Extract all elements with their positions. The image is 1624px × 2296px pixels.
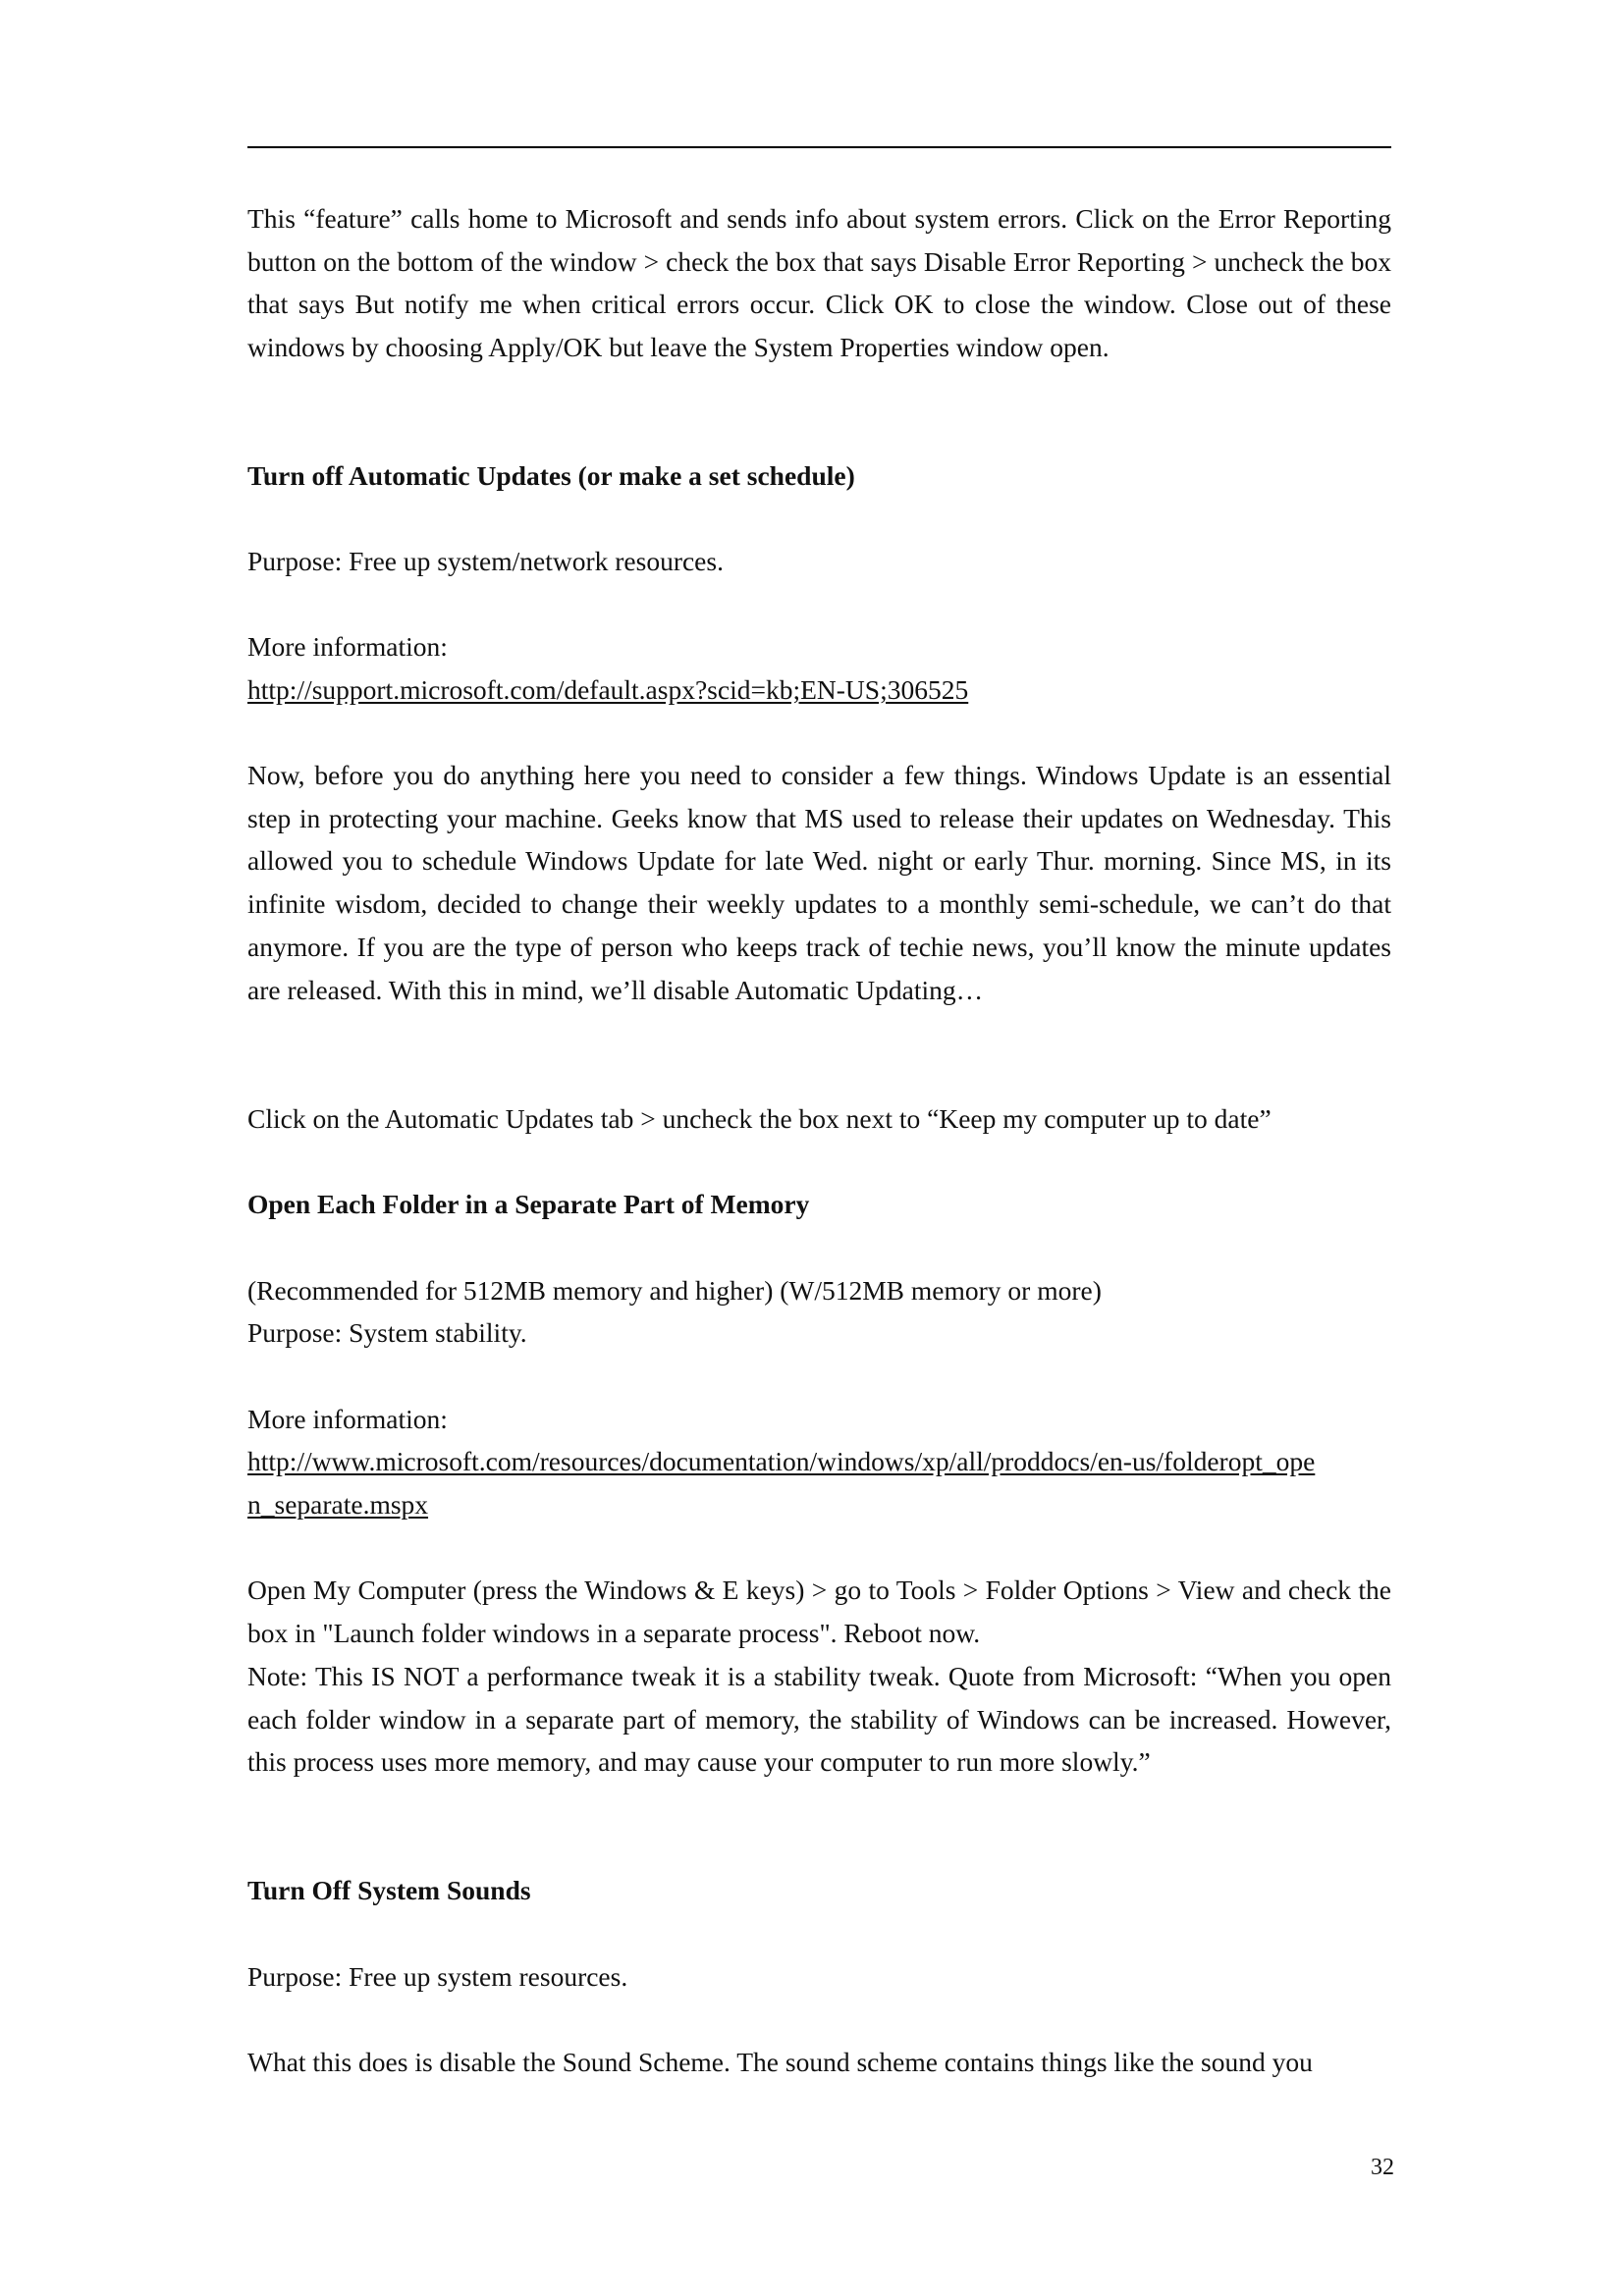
folders-more-info-link-line2[interactable]: n_separate.mspx bbox=[247, 1488, 429, 1520]
updates-more-info-row bbox=[247, 668, 1391, 712]
updates-more-info-link[interactable]: http://support.microsoft.com/default.aspx?scid=kb;EN-US;306525 bbox=[247, 674, 969, 705]
intro-paragraph: This “feature” calls home to Microsoft and sends info about system errors. Click on the Error Reporting button on the bottom of the window > check the box that says Disable Error Reporting > uncheck the box that says But notify me when critical errors occur. Click OK to close the window. Close out of these windows by choosing Apply/OK but leave the System Properties window open. bbox=[247, 203, 1391, 363]
page-number: 32 bbox=[1371, 2155, 1394, 2180]
updates-body-paragraph: Now, before you do anything here you need to consider a few things. Windows Update is an essential step in protecting your machine. Geeks know that MS used to release their updates on Wednesday. This allowed you to schedule Windows Update for late Wed. night or early Thur. morning. Since MS, in its infinite wisdom, decided to change their weekly updates to a monthly semi-schedule, we can’t do that anymore. If you are the type of person who keeps track of techie news, you’ll know the minute updates are released. With this in mind, we’ll disable Automatic Updating… bbox=[247, 760, 1391, 1005]
updates-more-info-label: More information: bbox=[247, 631, 448, 662]
sounds-body-paragraph: What this does is disable the Sound Scheme. The sound scheme contains things like the sound you bbox=[247, 2047, 1313, 2077]
folders-recommendation: (Recommended for 512MB memory and higher) (W/512MB memory or more) bbox=[247, 1275, 1102, 1306]
folders-more-info-row bbox=[247, 1440, 1391, 1525]
folders-more-info-label: More information: bbox=[247, 1404, 448, 1434]
heading-separate-memory: Open Each Folder in a Separate Part of Memory bbox=[247, 1189, 810, 1219]
updates-purpose: Purpose: Free up system/network resources. bbox=[247, 546, 724, 576]
folders-more-info-link-line1[interactable]: http://www.microsoft.com/resources/documentation/windows/xp/all/proddocs/en-us/folderopt_ope bbox=[247, 1446, 1316, 1476]
folders-note: Note: This IS NOT a performance tweak it is a stability tweak. Quote from Microsoft: “When you open each folder window in a separate part of memory, the stability of Windows can be increased. However, this process uses more memory, and may cause your computer to run more slowly.” bbox=[247, 1661, 1391, 1778]
heading-automatic-updates: Turn off Automatic Updates (or make a set schedule) bbox=[247, 460, 855, 491]
updates-instruction: Click on the Automatic Updates tab > uncheck the box next to “Keep my computer up to date” bbox=[247, 1103, 1272, 1134]
sounds-purpose: Purpose: Free up system resources. bbox=[247, 1961, 628, 1992]
header-rule bbox=[247, 146, 1391, 148]
heading-system-sounds: Turn Off System Sounds bbox=[247, 1875, 531, 1905]
folders-purpose: Purpose: System stability. bbox=[247, 1317, 527, 1348]
folders-instruction: Open My Computer (press the Windows & E keys) > go to Tools > Folder Options > View and check the box in "Launch folder windows in a separate process". Reboot now. bbox=[247, 1575, 1391, 1648]
